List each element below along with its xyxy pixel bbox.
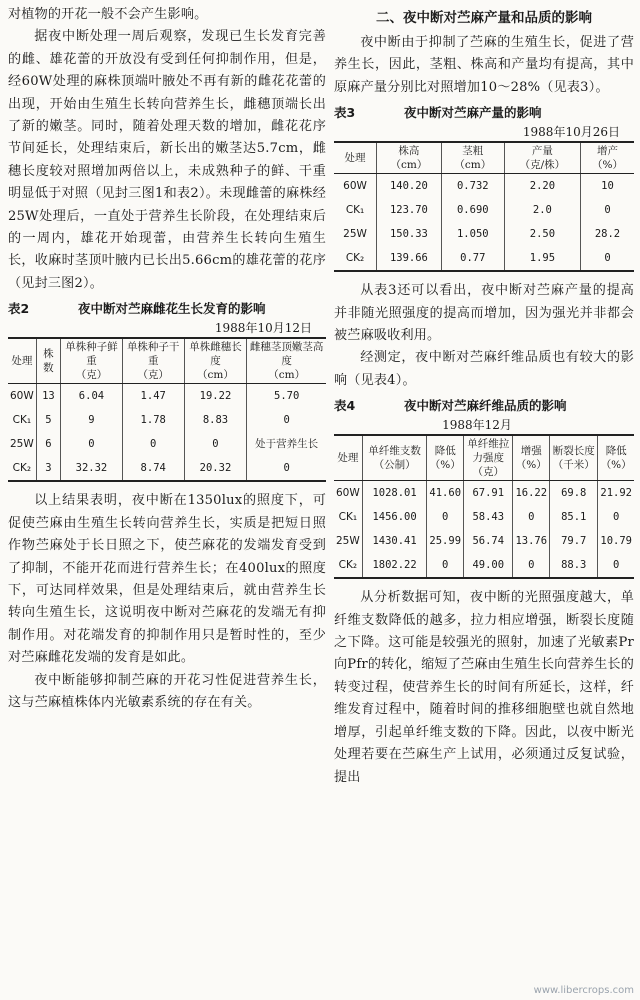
column-header: 增强 （%） — [513, 435, 550, 481]
table-3 — [334, 141, 634, 272]
table-cell: CK₂ — [12, 462, 32, 475]
paragraph: 对植物的开花一般不会产生影响。 — [8, 7, 208, 22]
left-column — [8, 4, 326, 714]
table-cell: 20.32 — [184, 456, 247, 481]
table-row — [334, 222, 634, 246]
table-cell: 19.22 — [184, 384, 247, 409]
column-header: 增产 （%） — [580, 142, 634, 174]
table-row — [334, 505, 634, 529]
table-row — [334, 553, 634, 578]
table-cell: 10.79 — [598, 529, 634, 553]
table-cell: 0 — [247, 408, 326, 432]
table-cell: 67.91 — [464, 481, 513, 506]
table-cell: 0 — [427, 553, 464, 578]
table-cell: 60W — [10, 390, 34, 403]
column-header: 茎粗 （cm） — [441, 142, 504, 174]
column-header: 处理 — [334, 142, 377, 174]
table-cell: 0 — [580, 198, 634, 222]
table-title: 夜中断对苎麻雌花生长发育的影响 — [78, 301, 266, 317]
column-header: 单纤维拉力强度 （克） — [464, 435, 513, 481]
table-cell: 6.04 — [61, 384, 123, 409]
table-cell: 140.20 — [377, 174, 442, 199]
table-cell: CK₁ — [338, 511, 358, 524]
table-caption — [334, 396, 634, 416]
paragraph: 从表3还可以看出，夜中断对苎麻产量的提高并非随光照强度的提高而增加，因为强光并非都会被苎麻吸收利用。 — [334, 283, 634, 344]
table-title: 夜中断对苎麻纤维品质的影响 — [404, 398, 567, 414]
table-cell: 0 — [61, 432, 123, 456]
table-title: 夜中断对苎麻产量的影响 — [404, 105, 542, 121]
table-cell: 32.32 — [61, 456, 123, 481]
table-cell: 16.22 — [513, 481, 550, 506]
table-cell: 25W — [343, 228, 367, 241]
table-caption — [8, 299, 326, 319]
table-row — [334, 246, 634, 271]
table-caption — [334, 103, 634, 123]
column-header: 降低 （%） — [598, 435, 634, 481]
table-cell: 0.732 — [441, 174, 504, 199]
column-header: 处理 — [334, 435, 362, 481]
paragraph: 夜中断由于抑制了苎麻的生殖生长，促进了营养生长，因此，茎粗、株高和产量均有提高，其中原麻产量分别比对照增加10～28%（见表3）。 — [334, 35, 634, 95]
column-header: 雌穗茎顶嫩茎高度 （cm） — [247, 338, 326, 384]
table-cell: 58.43 — [464, 505, 513, 529]
table-cell: 8.74 — [122, 456, 184, 481]
column-header: 单株雌穗长度 （cm） — [184, 338, 247, 384]
column-header: 处理 — [8, 338, 36, 384]
table-date: 1988年12月 — [442, 418, 512, 433]
paragraph: 从分析数据可知，夜中断的光照强度越大，单纤维支数降低的越多，拉力相应增强，断裂长度随之下降。这可能是较强光的照射，加速了光敏素Pr向Pfr的转化，缩短了苎麻由生殖生长向营养生长的转变过程，使营养生长的时间有所延长，这样，纤维发育过程中，随着时间的推移细胞壁也就自然地增厚，引起单纤维支数的下降。因此，以夜中断光处理若要在苎麻生产上试用，必须通过反复试验，提出 — [334, 590, 634, 785]
table-cell: 1802.22 — [362, 553, 427, 578]
table-number: 表2 — [8, 301, 30, 317]
table-cell: 2.50 — [504, 222, 580, 246]
table-row — [8, 432, 326, 456]
table-cell: 21.92 — [598, 481, 634, 506]
table-cell: CK₁ — [12, 414, 32, 427]
table-cell: 0.690 — [441, 198, 504, 222]
table-cell: CK₂ — [338, 559, 358, 572]
column-header: 降低 （%） — [427, 435, 464, 481]
column-header: 断裂长度（千米） — [550, 435, 598, 481]
table-number: 表3 — [334, 105, 356, 121]
table-cell: 1028.01 — [362, 481, 427, 506]
table-date: 1988年10月26日 — [522, 125, 620, 140]
table-cell: 10 — [580, 174, 634, 199]
column-header: 株高 （cm） — [377, 142, 442, 174]
table-cell: 处于营养生长 — [247, 432, 326, 456]
table-date: 1988年10月12日 — [214, 321, 312, 336]
table-row — [8, 408, 326, 432]
paragraph: 据夜中断处理一周后观察，发现已生长发育完善的雌、雄花蕾的开放没有受到任何抑制作用，但是，经60W处理的麻株顶端叶腋处不再有新的雌花花蕾的出现，开始由生殖生长转向营养生长，雌穗顶端长出了新的嫩茎。同时，随着处理天数的增加，雌花花序节间延长，处理结束后，新长出的嫩茎达5.7cm，雌穗长度较对照增加两倍以上，未成熟种子的鲜、干重明显低于对照（见封三图1和表2）。未现雌蕾的麻株经25W处理后，一直处于营养生长阶段，在处理结束后的一周内，雄花开始现蕾，由营养生长转向生殖生长，收麻时茎顶叶腋内已长出5.66cm的雄花蕾的花序（见封三图2）。 — [8, 29, 326, 291]
table-cell: 0 — [247, 456, 326, 481]
paragraph: 经测定，夜中断对苎麻纤维品质也有较大的影响（见表4）。 — [334, 350, 634, 388]
table-cell: 0 — [427, 505, 464, 529]
column-header: 单株种子鲜重 （克） — [61, 338, 123, 384]
table-cell: 5 — [36, 408, 60, 432]
table-cell: 123.70 — [377, 198, 442, 222]
table-row — [334, 529, 634, 553]
column-header: 单株种子干重 （克） — [122, 338, 184, 384]
table-cell: 85.1 — [550, 505, 598, 529]
table-cell: 0 — [122, 432, 184, 456]
table-cell: 49.00 — [464, 553, 513, 578]
table-cell: 1456.00 — [362, 505, 427, 529]
table-cell: 0 — [513, 505, 550, 529]
table-row — [334, 174, 634, 199]
table-cell: 0 — [184, 432, 247, 456]
table-row — [8, 456, 326, 481]
table-cell: 13.76 — [513, 529, 550, 553]
table-cell: 0 — [580, 246, 634, 271]
table-cell: 28.2 — [580, 222, 634, 246]
table-cell: 0 — [598, 553, 634, 578]
table-2 — [8, 337, 326, 482]
table-cell: 13 — [36, 384, 60, 409]
table-cell: 56.74 — [464, 529, 513, 553]
paragraph: 以上结果表明，夜中断在1350lux的照度下，可促使苎麻由生殖生长转向营养生长，实质是把短日照作物苎麻处于长日照之下，使苎麻花的发端发育受到了抑制，不能开花而进行营养生长；在400lux的照度下，可达同样效果，但是处理结束后，就由营养生长转向生殖生长，这说明夜中断对苎麻花的发端无有抑制作用。对花端发育的抑制作用只是暂时性的，至少对苎麻雌花发端的发育是如此。 — [8, 493, 326, 666]
section-title: 二、夜中断对苎麻产量和品质的影响 — [376, 10, 592, 26]
table-number: 表4 — [334, 398, 356, 414]
table-cell: 139.66 — [377, 246, 442, 271]
table-cell: 3 — [36, 456, 60, 481]
column-header: 株数 — [36, 338, 60, 384]
table-cell: 8.83 — [184, 408, 247, 432]
table-cell: 0 — [513, 553, 550, 578]
table-row — [334, 198, 634, 222]
table-cell: 60W — [336, 487, 360, 500]
table-cell: 25W — [10, 438, 34, 451]
table-cell: 0.77 — [441, 246, 504, 271]
column-header: 单纤维支数（公制） — [362, 435, 427, 481]
table-cell: 60W — [343, 180, 367, 193]
table-cell: 79.7 — [550, 529, 598, 553]
table-cell: 150.33 — [377, 222, 442, 246]
table-cell: 41.60 — [427, 481, 464, 506]
table-cell: 5.70 — [247, 384, 326, 409]
table-row — [8, 384, 326, 409]
table-cell: 25W — [336, 535, 360, 548]
table-cell: 1.050 — [441, 222, 504, 246]
table-cell: 6 — [36, 432, 60, 456]
watermark: www.libercrops.com — [533, 985, 634, 996]
table-cell: 2.0 — [504, 198, 580, 222]
table-cell: 88.3 — [550, 553, 598, 578]
table-cell: 1.47 — [122, 384, 184, 409]
table-cell: 1.95 — [504, 246, 580, 271]
paragraph: 夜中断能够抑制苎麻的开花习性促进营养生长，这与苎麻植株体内光敏素系统的存在有关。 — [8, 672, 326, 710]
table-cell: 1430.41 — [362, 529, 427, 553]
table-cell: CK₁ — [345, 204, 365, 217]
table-cell: 2.20 — [504, 174, 580, 199]
table-row — [334, 481, 634, 506]
right-column — [334, 4, 634, 789]
table-cell: 9 — [61, 408, 123, 432]
table-cell: CK₂ — [345, 252, 365, 265]
table-cell: 25.99 — [427, 529, 464, 553]
column-header: 产量 （克/株） — [504, 142, 580, 174]
table-cell: 69.8 — [550, 481, 598, 506]
table-cell: 1.78 — [122, 408, 184, 432]
table-cell: 0 — [598, 505, 634, 529]
table-4 — [334, 434, 634, 579]
